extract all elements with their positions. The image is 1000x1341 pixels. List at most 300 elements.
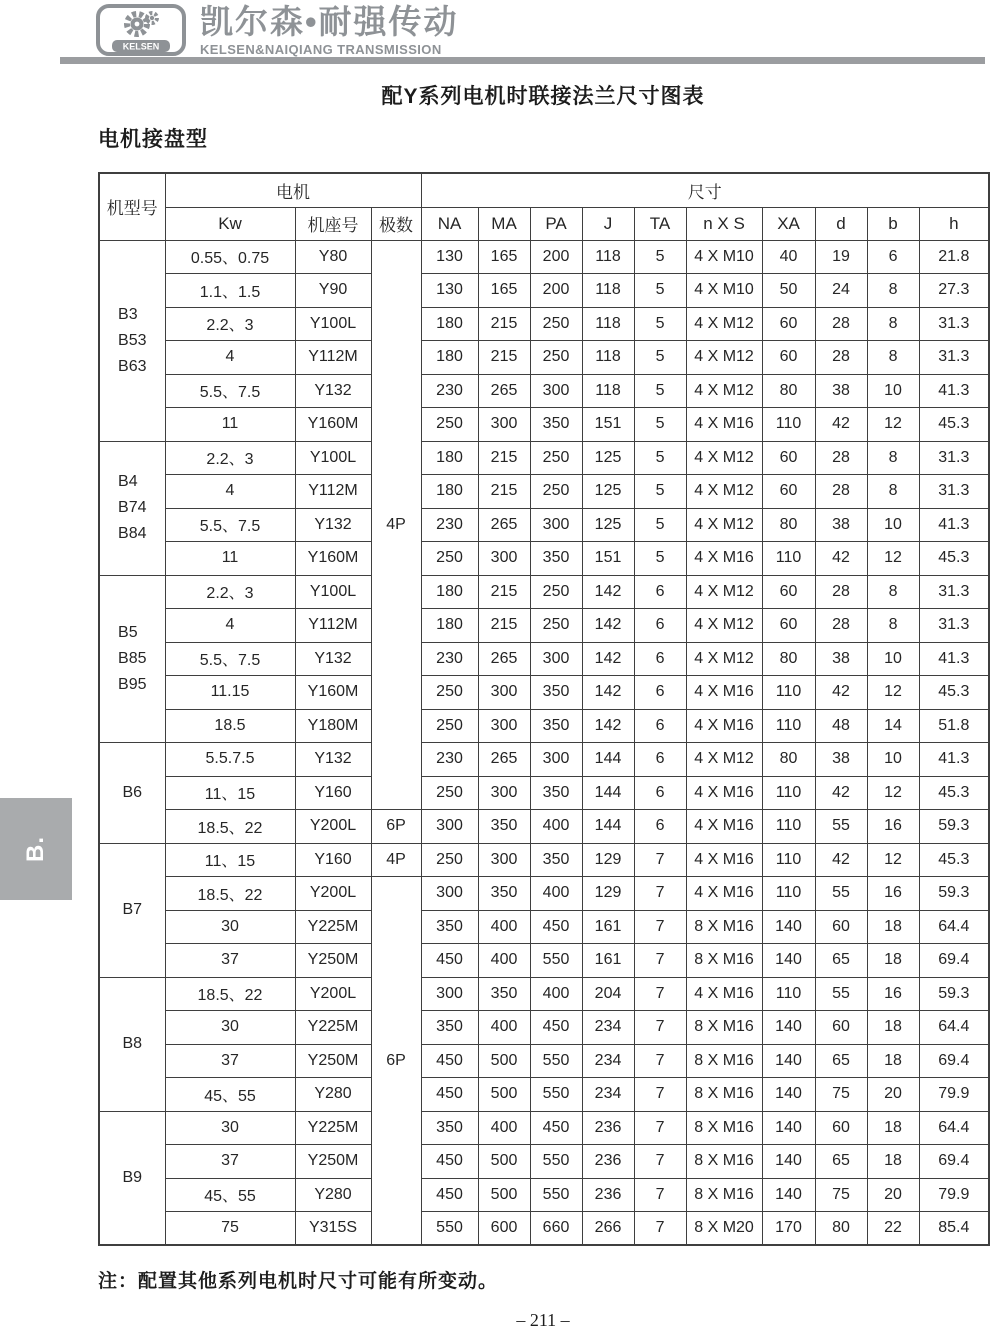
dim-cell: 204 xyxy=(582,977,634,1011)
dim-cell: 45.3 xyxy=(919,542,989,576)
kw-cell: 30 xyxy=(165,1011,295,1045)
dim-cell: 18 xyxy=(867,1145,919,1179)
dim-cell: 215 xyxy=(478,575,530,609)
kw-cell: 37 xyxy=(165,1145,295,1179)
dim-cell: 5 xyxy=(634,374,686,408)
dim-cell: 75 xyxy=(815,1178,867,1212)
dim-cell: 180 xyxy=(421,475,478,509)
pole-cell: 4P xyxy=(371,240,421,810)
dim-cell: 450 xyxy=(530,910,582,944)
dim-cell: 300 xyxy=(421,810,478,844)
header-col: XA xyxy=(762,207,815,240)
header-col: NA xyxy=(421,207,478,240)
header-motor-group: 电机 xyxy=(165,173,421,207)
dim-cell: 215 xyxy=(478,341,530,375)
dim-cell: 300 xyxy=(530,743,582,777)
dim-cell: 6 xyxy=(634,642,686,676)
dim-cell: 16 xyxy=(867,977,919,1011)
dim-cell: 75 xyxy=(815,1078,867,1112)
dim-cell: 500 xyxy=(478,1078,530,1112)
dim-cell: 59.3 xyxy=(919,877,989,911)
dim-cell: 129 xyxy=(582,843,634,877)
dim-cell: 10 xyxy=(867,508,919,542)
dim-cell: 300 xyxy=(530,374,582,408)
kw-cell: 18.5、22 xyxy=(165,977,295,1011)
dim-cell: 350 xyxy=(478,877,530,911)
frame-cell: Y160 xyxy=(295,776,371,810)
frame-cell: Y160M xyxy=(295,542,371,576)
model-cell: B6 xyxy=(99,743,165,844)
dim-cell: 500 xyxy=(478,1044,530,1078)
table-row xyxy=(99,944,989,978)
kw-cell: 0.55、0.75 xyxy=(165,240,295,274)
brand-logo-mark xyxy=(95,3,187,57)
dim-cell: 450 xyxy=(421,1078,478,1112)
dim-cell: 4 X M12 xyxy=(686,475,762,509)
dim-cell: 18 xyxy=(867,1111,919,1145)
dim-cell: 8 xyxy=(867,575,919,609)
table-row xyxy=(99,743,989,777)
dim-cell: 59.3 xyxy=(919,810,989,844)
dim-cell: 550 xyxy=(530,1145,582,1179)
dim-cell: 110 xyxy=(762,776,815,810)
header-col: 机座号 xyxy=(295,207,371,240)
dim-cell: 118 xyxy=(582,307,634,341)
dim-cell: 125 xyxy=(582,508,634,542)
dim-cell: 80 xyxy=(762,508,815,542)
table-row xyxy=(99,408,989,442)
dim-cell: 8 X M20 xyxy=(686,1212,762,1246)
dim-cell: 79.9 xyxy=(919,1178,989,1212)
dim-cell: 236 xyxy=(582,1145,634,1179)
dim-cell: 12 xyxy=(867,408,919,442)
dim-cell: 80 xyxy=(762,743,815,777)
dim-cell: 110 xyxy=(762,408,815,442)
kw-cell: 5.5、7.5 xyxy=(165,374,295,408)
dim-cell: 250 xyxy=(421,709,478,743)
dim-cell: 5 xyxy=(634,408,686,442)
dim-cell: 4 X M16 xyxy=(686,408,762,442)
kw-cell: 11 xyxy=(165,408,295,442)
dim-cell: 41.3 xyxy=(919,642,989,676)
dim-cell: 250 xyxy=(530,441,582,475)
dim-cell: 250 xyxy=(421,542,478,576)
dim-cell: 118 xyxy=(582,240,634,274)
frame-cell: Y160 xyxy=(295,843,371,877)
dim-cell: 24 xyxy=(815,274,867,308)
dim-cell: 28 xyxy=(815,341,867,375)
dim-cell: 550 xyxy=(530,1078,582,1112)
dim-cell: 660 xyxy=(530,1212,582,1246)
dim-cell: 4 X M16 xyxy=(686,877,762,911)
table-row xyxy=(99,508,989,542)
dim-cell: 31.3 xyxy=(919,475,989,509)
dim-cell: 41.3 xyxy=(919,743,989,777)
dim-cell: 8 X M16 xyxy=(686,1044,762,1078)
header-col: d xyxy=(815,207,867,240)
table-row xyxy=(99,609,989,643)
frame-cell: Y160M xyxy=(295,408,371,442)
dim-cell: 350 xyxy=(530,776,582,810)
table-row xyxy=(99,1044,989,1078)
kw-cell: 5.5.7.5 xyxy=(165,743,295,777)
model-cell: B9 xyxy=(99,1111,165,1245)
dim-cell: 31.3 xyxy=(919,575,989,609)
dim-cell: 215 xyxy=(478,441,530,475)
dim-cell: 20 xyxy=(867,1078,919,1112)
frame-cell: Y112M xyxy=(295,609,371,643)
kw-cell: 5.5、7.5 xyxy=(165,642,295,676)
dim-cell: 450 xyxy=(530,1011,582,1045)
dim-cell: 350 xyxy=(421,910,478,944)
dim-cell: 18 xyxy=(867,910,919,944)
brand-text xyxy=(200,5,459,57)
kw-cell: 45、55 xyxy=(165,1178,295,1212)
dim-cell: 41.3 xyxy=(919,508,989,542)
dim-cell: 118 xyxy=(582,374,634,408)
frame-cell: Y280 xyxy=(295,1178,371,1212)
dim-cell: 600 xyxy=(478,1212,530,1246)
header-col: 极数 xyxy=(371,207,421,240)
dim-cell: 142 xyxy=(582,676,634,710)
dim-cell: 12 xyxy=(867,843,919,877)
dim-cell: 10 xyxy=(867,374,919,408)
header-dims-group: 尺寸 xyxy=(421,173,989,207)
dim-cell: 230 xyxy=(421,642,478,676)
dim-cell: 64.4 xyxy=(919,1011,989,1045)
dim-cell: 250 xyxy=(530,341,582,375)
dim-cell: 31.3 xyxy=(919,307,989,341)
dim-cell: 6 xyxy=(634,776,686,810)
dim-cell: 8 xyxy=(867,609,919,643)
dim-cell: 4 X M12 xyxy=(686,609,762,643)
dim-cell: 7 xyxy=(634,843,686,877)
dim-cell: 400 xyxy=(478,910,530,944)
dim-cell: 18 xyxy=(867,1011,919,1045)
dim-cell: 45.3 xyxy=(919,776,989,810)
dim-cell: 28 xyxy=(815,609,867,643)
dim-cell: 550 xyxy=(530,1178,582,1212)
dim-cell: 4 X M16 xyxy=(686,542,762,576)
dim-cell: 8 xyxy=(867,441,919,475)
dim-cell: 65 xyxy=(815,1145,867,1179)
frame-cell: Y225M xyxy=(295,1011,371,1045)
kw-cell: 18.5、22 xyxy=(165,810,295,844)
dim-cell: 110 xyxy=(762,977,815,1011)
table-row xyxy=(99,475,989,509)
dim-cell: 5 xyxy=(634,542,686,576)
dim-cell: 6 xyxy=(634,743,686,777)
dim-cell: 80 xyxy=(762,642,815,676)
frame-cell: Y200L xyxy=(295,977,371,1011)
dim-cell: 50 xyxy=(762,274,815,308)
dim-cell: 165 xyxy=(478,274,530,308)
gear-icon xyxy=(127,13,157,34)
dim-cell: 7 xyxy=(634,944,686,978)
kw-cell: 11.15 xyxy=(165,676,295,710)
dim-cell: 236 xyxy=(582,1178,634,1212)
dim-cell: 300 xyxy=(530,508,582,542)
dim-cell: 4 X M12 xyxy=(686,374,762,408)
dim-cell: 4 X M12 xyxy=(686,743,762,777)
table-row xyxy=(99,240,989,274)
page-number: – 211 – xyxy=(516,1310,570,1330)
dim-cell: 180 xyxy=(421,307,478,341)
dim-cell: 400 xyxy=(478,944,530,978)
dim-cell: 140 xyxy=(762,910,815,944)
dim-cell: 300 xyxy=(421,977,478,1011)
dim-cell: 6 xyxy=(634,609,686,643)
dim-cell: 6 xyxy=(634,676,686,710)
dim-cell: 110 xyxy=(762,843,815,877)
header-col: PA xyxy=(530,207,582,240)
dim-cell: 80 xyxy=(815,1212,867,1246)
dim-cell: 60 xyxy=(762,475,815,509)
dim-cell: 180 xyxy=(421,575,478,609)
dim-cell: 8 xyxy=(867,341,919,375)
dim-cell: 41.3 xyxy=(919,374,989,408)
dim-cell: 4 X M12 xyxy=(686,575,762,609)
dim-cell: 170 xyxy=(762,1212,815,1246)
dim-cell: 550 xyxy=(421,1212,478,1246)
dim-cell: 236 xyxy=(582,1111,634,1145)
dim-cell: 230 xyxy=(421,508,478,542)
frame-cell: Y250M xyxy=(295,944,371,978)
dim-cell: 8 X M16 xyxy=(686,910,762,944)
dim-cell: 180 xyxy=(421,609,478,643)
dim-cell: 60 xyxy=(815,1011,867,1045)
dim-cell: 266 xyxy=(582,1212,634,1246)
dim-cell: 69.4 xyxy=(919,944,989,978)
dim-cell: 550 xyxy=(530,944,582,978)
dim-cell: 5 xyxy=(634,274,686,308)
dim-cell: 200 xyxy=(530,274,582,308)
dim-cell: 8 X M16 xyxy=(686,1011,762,1045)
table-row xyxy=(99,910,989,944)
model-cell: B5 B85 B95 xyxy=(99,575,165,743)
frame-cell: Y225M xyxy=(295,910,371,944)
dim-cell: 45.3 xyxy=(919,408,989,442)
dim-cell: 230 xyxy=(421,374,478,408)
kw-cell: 37 xyxy=(165,944,295,978)
table-row xyxy=(99,441,989,475)
table-row xyxy=(99,307,989,341)
dim-cell: 129 xyxy=(582,877,634,911)
table-row xyxy=(99,1111,989,1145)
dim-cell: 125 xyxy=(582,475,634,509)
dim-cell: 300 xyxy=(478,676,530,710)
dim-cell: 38 xyxy=(815,374,867,408)
dim-cell: 400 xyxy=(530,977,582,1011)
dim-cell: 180 xyxy=(421,441,478,475)
frame-cell: Y315S xyxy=(295,1212,371,1246)
frame-cell: Y100L xyxy=(295,307,371,341)
dim-cell: 350 xyxy=(530,408,582,442)
dim-cell: 142 xyxy=(582,642,634,676)
dim-cell: 130 xyxy=(421,274,478,308)
dim-cell: 42 xyxy=(815,676,867,710)
dim-cell: 151 xyxy=(582,408,634,442)
dim-cell: 60 xyxy=(762,341,815,375)
model-cell: B4 B74 B84 xyxy=(99,441,165,575)
dim-cell: 20 xyxy=(867,1178,919,1212)
dim-cell: 234 xyxy=(582,1044,634,1078)
dim-cell: 8 X M16 xyxy=(686,944,762,978)
dim-cell: 8 xyxy=(867,274,919,308)
dim-cell: 16 xyxy=(867,810,919,844)
table-body xyxy=(99,240,989,1245)
dim-cell: 500 xyxy=(478,1145,530,1179)
dim-cell: 4 X M12 xyxy=(686,341,762,375)
dim-cell: 400 xyxy=(478,1111,530,1145)
frame-cell: Y112M xyxy=(295,341,371,375)
dim-cell: 14 xyxy=(867,709,919,743)
dim-cell: 450 xyxy=(421,944,478,978)
dim-cell: 4 X M10 xyxy=(686,240,762,274)
frame-cell: Y100L xyxy=(295,441,371,475)
dim-cell: 550 xyxy=(530,1044,582,1078)
dim-cell: 142 xyxy=(582,609,634,643)
brand-logo xyxy=(95,3,187,62)
kw-cell: 30 xyxy=(165,1111,295,1145)
table-row xyxy=(99,676,989,710)
header-col: MA xyxy=(478,207,530,240)
table-row xyxy=(99,542,989,576)
dim-cell: 4 X M12 xyxy=(686,307,762,341)
model-cell: B7 xyxy=(99,843,165,977)
table-row xyxy=(99,374,989,408)
dim-cell: 4 X M16 xyxy=(686,676,762,710)
dim-cell: 42 xyxy=(815,542,867,576)
dim-cell: 450 xyxy=(421,1044,478,1078)
dim-cell: 234 xyxy=(582,1078,634,1112)
dim-cell: 28 xyxy=(815,441,867,475)
dim-cell: 7 xyxy=(634,977,686,1011)
dim-cell: 350 xyxy=(530,709,582,743)
dim-cell: 140 xyxy=(762,1178,815,1212)
table-row xyxy=(99,1078,989,1112)
table-row xyxy=(99,810,989,844)
dim-cell: 55 xyxy=(815,810,867,844)
dim-cell: 8 X M16 xyxy=(686,1111,762,1145)
dim-cell: 140 xyxy=(762,1044,815,1078)
dim-cell: 5 xyxy=(634,240,686,274)
kw-cell: 4 xyxy=(165,475,295,509)
dim-cell: 69.4 xyxy=(919,1044,989,1078)
frame-cell: Y180M xyxy=(295,709,371,743)
dim-cell: 8 X M16 xyxy=(686,1078,762,1112)
table-row xyxy=(99,1178,989,1212)
dim-cell: 110 xyxy=(762,542,815,576)
dim-cell: 265 xyxy=(478,374,530,408)
logo-kelsen-text: KELSEN xyxy=(122,41,160,52)
dim-cell: 5 xyxy=(634,441,686,475)
dim-cell: 10 xyxy=(867,743,919,777)
dim-cell: 165 xyxy=(478,240,530,274)
dim-cell: 4 X M10 xyxy=(686,274,762,308)
dim-cell: 7 xyxy=(634,1111,686,1145)
dim-cell: 110 xyxy=(762,709,815,743)
dim-cell: 144 xyxy=(582,776,634,810)
table-row xyxy=(99,877,989,911)
kw-cell: 2.2、3 xyxy=(165,575,295,609)
dim-cell: 79.9 xyxy=(919,1078,989,1112)
table-row xyxy=(99,575,989,609)
note-text: 注：配置其他系列电机时尺寸可能有所变动。 xyxy=(98,1271,499,1292)
dim-cell: 22 xyxy=(867,1212,919,1246)
dim-cell: 300 xyxy=(478,776,530,810)
flange-table-wrap xyxy=(98,172,990,1246)
dim-cell: 500 xyxy=(478,1178,530,1212)
pole-cell: 6P xyxy=(371,877,421,1246)
dim-cell: 60 xyxy=(815,1111,867,1145)
kw-cell: 11 xyxy=(165,542,295,576)
kw-cell: 11、15 xyxy=(165,776,295,810)
dim-cell: 144 xyxy=(582,810,634,844)
table-row xyxy=(99,642,989,676)
dim-cell: 215 xyxy=(478,609,530,643)
model-cell: B8 xyxy=(99,977,165,1111)
dim-cell: 300 xyxy=(478,408,530,442)
header-columns-row xyxy=(99,207,989,240)
table-row xyxy=(99,1145,989,1179)
dim-cell: 51.8 xyxy=(919,709,989,743)
dim-cell: 5 xyxy=(634,341,686,375)
dim-cell: 118 xyxy=(582,274,634,308)
dim-cell: 28 xyxy=(815,307,867,341)
table-header xyxy=(99,173,989,240)
dim-cell: 142 xyxy=(582,575,634,609)
table-row xyxy=(99,1011,989,1045)
dim-cell: 140 xyxy=(762,1078,815,1112)
dim-cell: 8 xyxy=(867,475,919,509)
dim-cell: 6 xyxy=(867,240,919,274)
dim-cell: 12 xyxy=(867,542,919,576)
frame-cell: Y250M xyxy=(295,1044,371,1078)
kw-cell: 5.5、7.5 xyxy=(165,508,295,542)
kw-cell: 45、55 xyxy=(165,1078,295,1112)
kw-cell: 2.2、3 xyxy=(165,441,295,475)
brand-name-cn: 凯尔森•耐强传动 xyxy=(200,3,459,40)
dim-cell: 110 xyxy=(762,676,815,710)
dim-cell: 125 xyxy=(582,441,634,475)
dim-cell: 80 xyxy=(762,374,815,408)
dim-cell: 69.4 xyxy=(919,1145,989,1179)
dim-cell: 7 xyxy=(634,910,686,944)
dim-cell: 60 xyxy=(762,575,815,609)
dim-cell: 4 X M12 xyxy=(686,508,762,542)
dim-cell: 42 xyxy=(815,776,867,810)
header-col: b xyxy=(867,207,919,240)
dim-cell: 55 xyxy=(815,877,867,911)
frame-cell: Y132 xyxy=(295,743,371,777)
dim-cell: 350 xyxy=(478,977,530,1011)
dim-cell: 18 xyxy=(867,1044,919,1078)
dim-cell: 5 xyxy=(634,307,686,341)
dim-cell: 110 xyxy=(762,877,815,911)
table-row xyxy=(99,977,989,1011)
model-cell: B3 B53 B63 xyxy=(99,240,165,441)
dim-cell: 250 xyxy=(530,307,582,341)
dim-cell: 265 xyxy=(478,508,530,542)
dim-cell: 27.3 xyxy=(919,274,989,308)
dim-cell: 161 xyxy=(582,910,634,944)
dim-cell: 65 xyxy=(815,944,867,978)
dim-cell: 21.8 xyxy=(919,240,989,274)
dim-cell: 7 xyxy=(634,1011,686,1045)
frame-cell: Y100L xyxy=(295,575,371,609)
kw-cell: 30 xyxy=(165,910,295,944)
